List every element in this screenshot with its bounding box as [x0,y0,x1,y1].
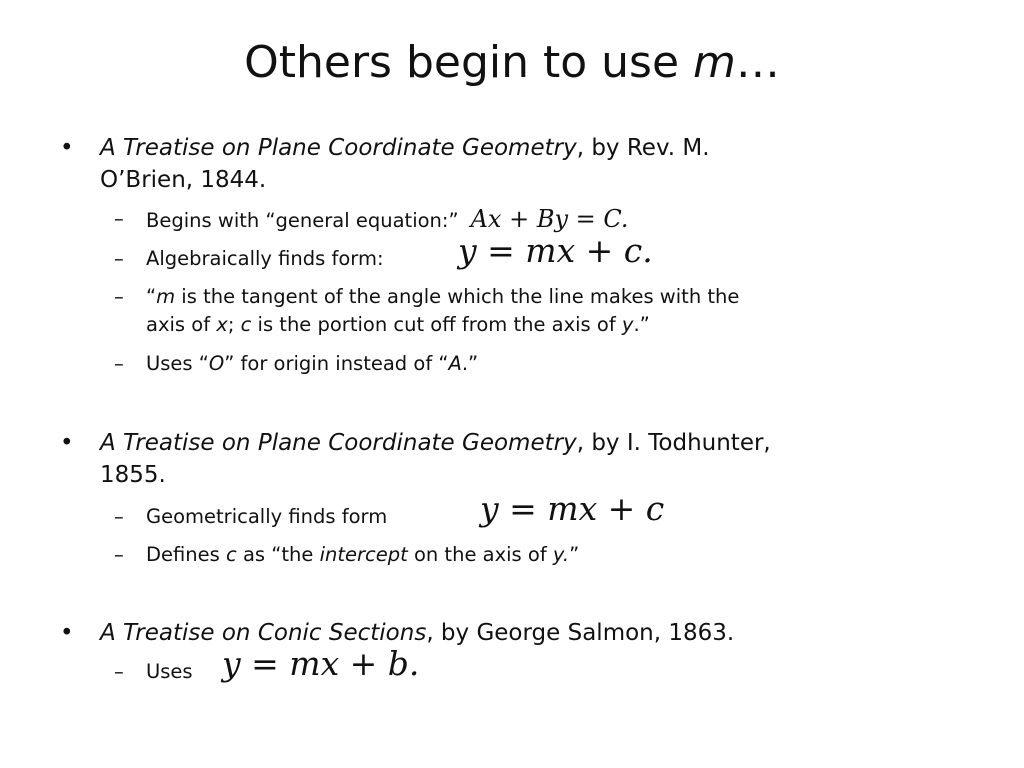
tangent-sep: ; [227,313,241,336]
origin-text-1: Uses “ [146,352,209,375]
author-line-2: 1855. [100,462,166,488]
var-y: y. [552,543,570,566]
equation-algebraic: y = mx + c. [458,231,653,270]
item-text: Algebraically finds form: [146,247,384,270]
equation-general: Ax + By = C. [470,205,629,233]
dash-marker: – [114,543,124,566]
sub-item-algebraic-form [114,231,926,273]
var-c: c [240,313,252,336]
quote-close: ” [569,543,580,566]
origin-text-3: .” [461,352,479,375]
quote-open: “ [146,285,157,308]
quote-close: .” [633,313,650,336]
defines-text-3: on the axis of [407,543,553,566]
author-line: , by George Salmon, 1863. [426,620,735,646]
var-A: A [448,352,462,375]
dash-marker: – [114,207,124,230]
slide-title [0,34,1024,92]
sub-item-intercept [114,541,926,569]
bullet-marker: • [60,620,74,646]
author-line: , by I. Todhunter, [576,430,771,456]
sub-item-origin [114,350,926,378]
dash-marker: – [114,660,124,683]
var-y: y [621,313,634,336]
author-line-2: O’Brien, 1844. [100,167,267,193]
var-O: O [208,352,225,375]
bullet-marker: • [60,135,74,161]
tangent-text-3: is the portion cut off from the axis of [251,313,622,336]
intercept-word: intercept [319,543,408,566]
equation-salmon: y = mx + b. [222,644,420,683]
book-title: A Treatise on Plane Coordinate Geometry [100,430,577,456]
dash-marker: – [114,247,124,270]
tangent-text-2: axis of [146,313,217,336]
item-text: Geometrically finds form [146,505,388,528]
var-c: c [226,543,237,566]
item-text: Begins with “general equation:” [146,209,459,232]
sub-item-tangent [114,283,926,339]
dash-marker: – [114,352,124,375]
title-variable: m [693,37,736,88]
book-title: A Treatise on Conic Sections [100,620,427,646]
sub-item-uses-b [114,644,926,686]
var-m: m [156,285,176,308]
item-text: Uses [146,660,193,683]
bullet-todhunter [60,427,960,491]
book-title: A Treatise on Plane Coordinate Geometry [100,135,577,161]
sub-item-geometric-form [114,489,926,531]
dash-marker: – [114,285,124,308]
var-x: x [216,313,228,336]
bullet-marker: • [60,430,74,456]
title-ellipsis: … [735,37,780,88]
title-text: Others begin to use [244,37,694,88]
tangent-text-1: is the tangent of the angle which the line makes with the [175,285,740,308]
equation-geometric: y = mx + c [480,489,665,528]
origin-text-2: ” for origin instead of “ [224,352,449,375]
defines-text-1: Defines [146,543,227,566]
dash-marker: – [114,505,124,528]
bullet-obrien [60,132,960,196]
author-line: , by Rev. M. [576,135,710,161]
defines-text-2: as “the [236,543,320,566]
